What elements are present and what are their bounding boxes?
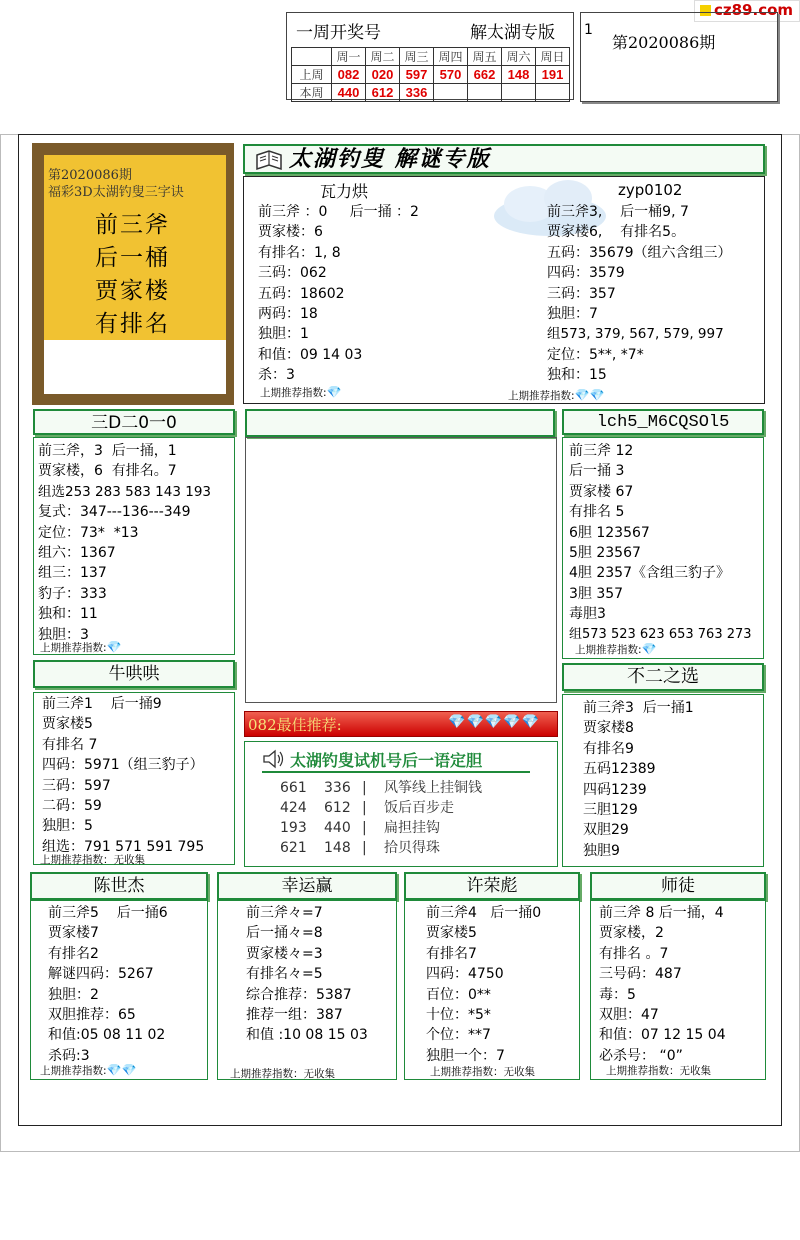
expert-name-wali: 瓦力烘	[320, 182, 369, 201]
day-header: 周五	[468, 48, 502, 66]
draw-number: 148	[502, 66, 536, 84]
lch-line: 6胆 123567	[569, 524, 650, 541]
expert-header: 三D二0一0	[33, 409, 235, 435]
lch-line: 5胆 23567	[569, 545, 641, 561]
draw-table	[291, 47, 570, 102]
trial-a: 621	[280, 840, 307, 856]
header-number: 1	[584, 22, 593, 38]
draw-number: 662	[468, 66, 502, 84]
diamond-icon: 💎	[589, 388, 605, 402]
draw-number	[536, 84, 570, 102]
trial-sep: |	[362, 800, 367, 816]
niu-line: 四码：5971（组三豹子）	[42, 757, 204, 774]
draw-number: 597	[400, 66, 434, 84]
book-icon	[255, 149, 285, 171]
xu-line: 有排名7	[426, 945, 477, 962]
trial-sep: |	[362, 840, 367, 856]
shi-line: 三号码：487	[599, 966, 682, 983]
sd-line: 定位：73* *13	[38, 524, 139, 541]
wali-line: 前三斧 ：0 后一捅 ：2	[258, 204, 419, 220]
day-header: 周一	[332, 48, 366, 66]
card-phrase: 贾家楼	[95, 278, 170, 304]
xu-line: 贾家楼5	[426, 925, 477, 942]
zyp-line: 贾家楼6, 有排名5。	[547, 224, 686, 241]
lch-line: 有排名 5	[569, 504, 625, 521]
niu-line: 三码：597	[42, 777, 111, 794]
shi-line: 有排名 。7	[599, 945, 669, 962]
trial-sep: |	[362, 780, 367, 796]
lch-line: 贾家楼 67	[569, 483, 634, 500]
xing-line: 后一捅々=8	[246, 925, 323, 942]
zyp-line: 三码：357	[547, 285, 616, 302]
day-header: 周四	[434, 48, 468, 66]
sd-line: 复式：347---136---349	[38, 504, 191, 521]
xing-line: 综合推荐：5387	[246, 986, 352, 1003]
draw-number: 612	[366, 84, 400, 102]
card-issue: 第2020086期	[48, 168, 132, 183]
day-header: 周三	[400, 48, 434, 66]
xu-line: 百位：0**	[426, 986, 491, 1003]
lch-line: 3胆 357	[569, 585, 624, 602]
table-row	[292, 84, 570, 102]
speaker-icon	[262, 749, 286, 769]
row-label: 上周	[292, 66, 332, 84]
issue-box	[580, 12, 778, 102]
shi-line: 毒：5	[599, 986, 636, 1003]
sd-rec	[40, 640, 122, 655]
chen-line: 双胆推荐：65	[48, 1007, 136, 1023]
rec-label: 上期推荐指数:	[260, 387, 327, 399]
diamond-icon: 💎	[574, 388, 590, 402]
rec-label: 上期推荐指数:	[508, 390, 575, 402]
expert-header: 陈世杰	[30, 872, 208, 900]
xing-line: 和值 :10 08 15 03	[246, 1027, 368, 1044]
lch-line: 组573 523 623 653 763 273	[569, 626, 752, 642]
niu-line: 二码：59	[42, 798, 102, 814]
card-phrase: 后一桶	[95, 245, 170, 271]
diamond-icon: 💎	[521, 714, 541, 730]
table-row	[292, 66, 570, 84]
lch-line: 后一捅 3	[569, 463, 625, 480]
lch-line: 4胆 2357《含组三豹子》	[569, 565, 730, 582]
xing-line: 贾家楼々=3	[246, 945, 323, 962]
xing-line: 推荐一组：387	[246, 1007, 343, 1023]
expert-header: 不二之选	[562, 663, 764, 691]
bu-line: 五码12389	[583, 761, 656, 778]
wali-line: 和值：09 14 03	[258, 346, 363, 363]
zyp-line: 独胆：7	[547, 306, 598, 322]
expert-header: 师徒	[590, 872, 766, 900]
trial-b: 440	[324, 820, 351, 836]
diamond-icon: 💎	[484, 714, 504, 730]
draw-number: 082	[332, 66, 366, 84]
wali-line: 三码：062	[258, 265, 327, 282]
niu-line: 组选：791 571 591 795	[42, 838, 205, 855]
day-header: 周六	[502, 48, 536, 66]
diamond-icon: 💎	[448, 714, 467, 730]
shi-line: 双胆：47	[599, 1007, 659, 1023]
bu-line: 前三斧3 后一捅1	[583, 700, 694, 716]
shi-line: 贾家楼，2	[599, 925, 664, 942]
rec-label: 上期推荐指数:	[40, 642, 107, 654]
bu-line: 有排名9	[583, 740, 634, 757]
draw-number	[434, 84, 468, 102]
sd-line: 豹子：333	[38, 585, 107, 602]
sd-line: 独胆：3	[38, 626, 89, 643]
bu-line: 三胆129	[583, 802, 638, 818]
bu-line: 四码1239	[583, 781, 647, 798]
shi-line: 前三斧 8 后一捅，4	[599, 905, 724, 921]
xu-line: 四码：4750	[426, 966, 504, 983]
banner-title: 太湖钓叟 解谜专版	[289, 146, 491, 172]
xing-line: 前三斧々=7	[246, 905, 323, 921]
diamond-icon: 💎	[503, 714, 522, 730]
draw-number: 020	[366, 66, 400, 84]
bu-line: 独胆9	[583, 842, 620, 859]
sd-line: 组六：1367	[38, 545, 116, 561]
expert-name-zyp: zyp0102	[618, 181, 683, 199]
xing-line: 有排名々=5	[246, 966, 323, 983]
logo-text[interactable]: cz89.com	[714, 1, 794, 19]
expert-header: lch5_M6CQSOl5	[562, 409, 764, 435]
card-subtitle: 福彩3D太湖钓叟三字诀	[48, 185, 184, 200]
chen-line: 贾家楼7	[48, 925, 99, 942]
chen-line: 杀码:3	[48, 1047, 90, 1064]
header-edition: 解太湖专版	[470, 23, 555, 43]
zyp-line: 四码：3579	[547, 265, 625, 282]
chen-line: 独胆：2	[48, 986, 99, 1003]
lch-line: 前三斧 12	[569, 443, 634, 459]
diamond-icon: 💎	[466, 714, 485, 730]
wali-line: 贾家楼：6	[258, 224, 323, 241]
best-recommendation-label: 082最佳推荐:	[248, 716, 342, 734]
zyp-line: 独和：15	[547, 367, 607, 384]
trial-a: 424	[280, 800, 307, 816]
expert-header: 牛哄哄	[33, 660, 235, 688]
trial-a: 661	[280, 780, 307, 796]
day-header: 周二	[366, 48, 400, 66]
draw-number: 191	[536, 66, 570, 84]
draw-number: 336	[400, 84, 434, 102]
chen-line: 有排名2	[48, 945, 99, 962]
chen-rec	[40, 1063, 136, 1078]
zyp-line: 五码：35679（组六含组三）	[547, 244, 732, 261]
header-title: 一周开奖号	[296, 23, 381, 43]
xu-rec: 上期推荐指数：无收集	[430, 1066, 535, 1078]
chen-line: 和值:05 08 11 02	[48, 1027, 166, 1044]
sd-line: 独和：11	[38, 606, 98, 623]
day-header: 周日	[536, 48, 570, 66]
card-phrase: 有排名	[95, 311, 170, 337]
trial-number-title: 太湖钓叟试机号后一语定胆	[290, 751, 483, 770]
chen-line: 解谜四码：5267	[48, 966, 154, 983]
xing-rec: 上期推荐指数：无收集	[230, 1068, 335, 1080]
title-banner	[243, 144, 765, 174]
wali-line: 杀：3	[258, 367, 295, 384]
chen-line: 前三斧5 后一捅6	[48, 905, 168, 921]
rec-label: 上期推荐指数:	[575, 644, 642, 656]
xu-line: 十位：*5*	[426, 1007, 491, 1023]
diamond-icon: 💎	[121, 1063, 137, 1077]
title-underline	[262, 771, 530, 773]
xu-line: 前三斧4 后一捅0	[426, 905, 542, 921]
wali-line: 有排名：1, 8	[258, 244, 341, 261]
diamond-icon: 💎	[106, 640, 122, 654]
bu-line: 贾家楼8	[583, 720, 634, 737]
wali-line: 五码：18602	[258, 285, 345, 302]
table-cell	[292, 48, 332, 66]
rec-label: 上期推荐指数:	[40, 1065, 107, 1077]
rating-icons	[448, 714, 540, 730]
niu-line: 前三斧1 后一捅9	[42, 696, 162, 712]
diamond-icon: 💎	[106, 1063, 122, 1077]
table-row	[292, 48, 570, 66]
sd-line: 前三斧，3 后一捅，1	[38, 443, 177, 459]
wali-line: 两码：18	[258, 306, 318, 322]
xu-line: 个位：**7	[426, 1027, 491, 1044]
issue-number: 第2020086期	[612, 33, 716, 52]
lch-line: 毒胆3	[569, 606, 606, 623]
diamond-icon: 💎	[641, 642, 657, 656]
niu-line: 有排名 7	[42, 736, 98, 753]
bu-line: 双胆29	[583, 822, 629, 839]
trial-a: 193	[280, 820, 307, 836]
zyp-line: 前三斧3, 后一桶9, 7	[547, 204, 689, 220]
lch-rec	[575, 642, 657, 657]
trial-b: 148	[324, 840, 351, 856]
card-phrase: 前三斧	[95, 212, 170, 238]
expert-header: 幸运赢	[217, 872, 397, 900]
shi-line: 和值：07 12 15 04	[599, 1027, 726, 1044]
trial-text: 拾贝得珠	[384, 840, 440, 856]
center-header	[245, 409, 555, 437]
shi-line: 必杀号： “0”	[599, 1047, 683, 1064]
sd-line: 组选253 283 583 143 193	[38, 483, 212, 500]
niu-line: 贾家楼5	[42, 716, 93, 733]
draw-number	[502, 84, 536, 102]
sd-line: 组三：137	[38, 565, 107, 582]
mnemonic-card-blank	[44, 340, 226, 394]
trial-text: 饭后百步走	[384, 800, 454, 816]
diamond-icon: 💎	[326, 385, 342, 399]
draw-number	[468, 84, 502, 102]
draw-number: 440	[332, 84, 366, 102]
trial-sep: |	[362, 820, 367, 836]
niu-rec: 上期推荐指数：无收集	[40, 854, 145, 866]
xu-line: 独胆一个：7	[426, 1047, 505, 1064]
wali-line: 独胆：1	[258, 326, 309, 343]
trial-text: 风筝线上挂铜钱	[384, 780, 482, 796]
sd-line: 贾家楼，6 有排名。7	[38, 463, 177, 480]
draw-number: 570	[434, 66, 468, 84]
center-blank-panel	[245, 437, 557, 703]
zyp-rec	[508, 388, 604, 403]
niu-line: 独胆：5	[42, 818, 93, 835]
trial-b: 612	[324, 800, 351, 816]
zyp-line: 组573, 379, 567, 579, 997	[547, 326, 724, 343]
trial-text: 扁担挂钩	[384, 820, 440, 836]
zyp-line: 定位：5**, *7*	[547, 346, 644, 363]
expert-header: 许荣彪	[404, 872, 580, 900]
trial-b: 336	[324, 780, 351, 796]
row-label: 本周	[292, 84, 332, 102]
wali-rec	[260, 385, 342, 400]
shi-rec: 上期推荐指数：无收集	[606, 1065, 711, 1077]
